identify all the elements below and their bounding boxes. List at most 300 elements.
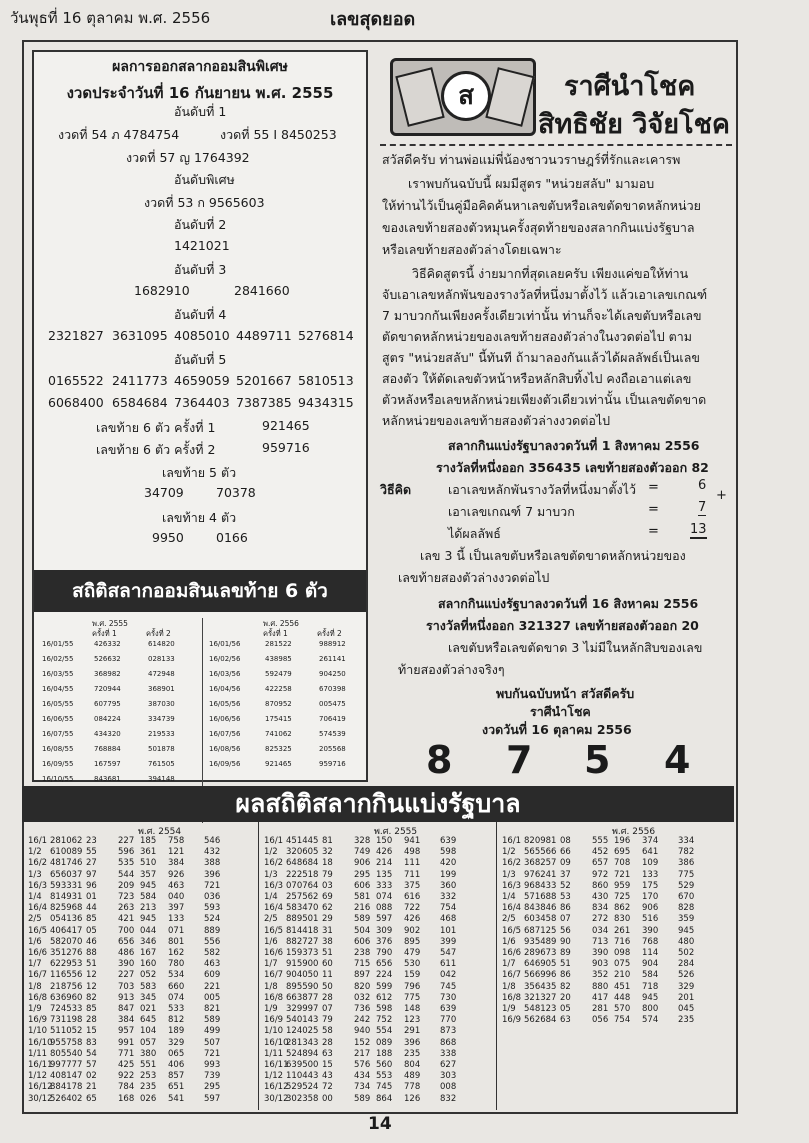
stats-cell: 941: [404, 836, 421, 846]
stats-cell: 31: [322, 925, 333, 936]
stats-cell: 957: [118, 1026, 135, 1037]
stat-cell: 959716: [319, 760, 346, 768]
stats-cell: 16/6: [264, 948, 284, 958]
stats-cell: 530: [404, 959, 421, 970]
stats-cell: 235: [140, 1082, 157, 1093]
stat-cell: 334739: [148, 715, 175, 723]
stats-cell: 904050: [286, 970, 319, 981]
results-subtitle: งวดประจำวันที่ 16 กันยายน พ.ศ. 2555: [66, 84, 334, 102]
stats-row: [264, 970, 492, 980]
stats-table-2554: [28, 824, 256, 1110]
stats-cell: 725: [614, 892, 631, 902]
stats-cell: 830: [614, 914, 631, 925]
stats-cell: 295: [204, 1082, 221, 1093]
card-left-icon: [395, 67, 444, 127]
stats-cell: 703: [118, 981, 135, 992]
stats-cell: 16/10: [28, 1037, 53, 1048]
rank3-a: 1682910: [134, 283, 190, 298]
stats-cell: 734: [354, 1082, 371, 1093]
stats-cell: 1/9: [28, 1004, 42, 1014]
stats-cell: 53: [560, 892, 571, 902]
stat-row: [203, 745, 361, 759]
stat-cell: 005475: [319, 700, 346, 708]
paragraph-1-line: เราพบกันฉบับนี้ ผมมีสูตร "หน่วยสลับ" มามอบ: [408, 176, 655, 191]
stats-cell: 597: [204, 1093, 221, 1104]
stat-cell: 904250: [319, 670, 346, 678]
stats-cell: 430: [592, 892, 609, 902]
stats-cell: 904: [642, 959, 659, 970]
stats-cell: 359: [678, 914, 695, 925]
stats-cell: 645: [140, 1015, 157, 1026]
stats-row: [502, 959, 730, 969]
stats-cell: 526: [678, 970, 695, 981]
stat-title: สถิติสลากออมสินเลขท้าย 6 ตัว: [34, 570, 366, 612]
result-line3: เลขตับหรือเลขตัดขาด 3 ไม่มีในหลักสิบของเลข: [448, 640, 703, 655]
stats-cell: 834: [592, 903, 609, 914]
stats-cell: 65: [86, 1093, 97, 1104]
stats-cell: 15: [322, 1060, 333, 1070]
stats-row: [502, 993, 730, 1003]
stats-cell: 235: [678, 1015, 695, 1026]
stat-row: [203, 640, 361, 654]
stats-cell: 213: [140, 903, 157, 914]
stats-cell: 700: [118, 925, 135, 936]
stats-cell: 044: [140, 925, 157, 936]
stats-cell: 972: [592, 869, 609, 880]
m1-value: 6: [698, 478, 707, 493]
paragraph-2-line: สองตัว ให้ตัดเลขตัวหน้าหรือหลักสิบทิ้งไป คงถือเอาแต่เลข: [382, 371, 692, 386]
stats-cell: 1/6: [28, 936, 42, 947]
stats-cell: 805540: [50, 1048, 83, 1059]
stats-cell: 524894: [286, 1048, 319, 1059]
paragraph-2-line: ตัดขาดหลักหน่วยของเลขท้ายสองตัวล่างในงวดต่อไป ตาม: [382, 329, 692, 344]
stats-cell: 903: [592, 959, 609, 970]
stat-cell: 422258: [265, 685, 292, 693]
stats-row: [264, 914, 492, 924]
eq-3: =: [648, 524, 659, 539]
stats-cell: 843846: [524, 903, 557, 914]
stats-cell: 196: [614, 836, 631, 846]
paragraph-2-line: ตัวหลังหรือเลขหลักหน่วยเพียงตัวเดียวเท่านั้น เป็นเลขตัดขาด: [382, 392, 707, 407]
stats-cell: 857: [168, 1071, 185, 1082]
stats-cell: 622953: [50, 959, 83, 970]
stats-cell: 656: [118, 936, 135, 947]
stats-cell: 289673: [524, 948, 557, 958]
column-title: ราศีนำโชค: [564, 71, 696, 102]
stat-row: [203, 715, 361, 729]
stats-row: [264, 870, 492, 880]
stats-cell: 218756: [50, 981, 83, 992]
stat-row: [40, 760, 198, 774]
stats-cell: 104: [140, 1026, 157, 1037]
stats-cell: 663877: [286, 992, 319, 1003]
stats-cell: 555: [592, 836, 609, 846]
stats-row: [264, 892, 492, 902]
stats-cell: 940: [354, 1026, 371, 1037]
stat-left-year: พ.ศ. 2555: [92, 619, 128, 628]
stats-cell: 295: [354, 869, 371, 880]
stats-row: [264, 1071, 492, 1081]
stats-row: [28, 993, 256, 1003]
stats-cell: 768: [642, 936, 659, 947]
stats-cell: 417: [592, 992, 609, 1003]
stats-cell: 1/12: [264, 1071, 284, 1082]
stats-row: [28, 1015, 256, 1025]
stats-cell: 533: [168, 1004, 185, 1014]
stats-cell: 541: [168, 1093, 185, 1104]
example2-result: รางวัลที่หนึ่งออก 321327 เลขท้ายสองตัวออก 20: [426, 618, 699, 633]
stats-row: [28, 847, 256, 857]
stats-cell: 16/5: [502, 925, 522, 936]
stats-cell: 695: [614, 847, 631, 858]
stats-cell: 281: [592, 1004, 609, 1014]
stat-cell: 16/04/56: [209, 685, 241, 693]
stat-right-year: พ.ศ. 2556: [263, 619, 299, 628]
rank3-label: อันดับที่ 3: [174, 262, 227, 277]
stats-cell: 16/8: [502, 992, 522, 1003]
stats-cell: 150: [376, 836, 393, 846]
stat-cell: 426332: [94, 640, 121, 648]
stats-cell: 1/2: [264, 847, 278, 858]
lucky-number-1: 8: [426, 738, 453, 782]
stats-cell: 1/7: [264, 959, 278, 970]
stat-row: [203, 730, 361, 744]
stat-cell: 167597: [94, 760, 121, 768]
stats-cell: 656: [376, 959, 393, 970]
last5-a: 34709: [144, 485, 184, 500]
stats-cell: 124025: [286, 1026, 319, 1037]
stats-cell: 598: [376, 1004, 393, 1014]
stats-cell: 28: [322, 1037, 333, 1048]
stat-cell: 16/07/56: [209, 730, 241, 738]
stat-cell: 607795: [94, 700, 121, 708]
rank5-b4: 7387385: [236, 395, 292, 410]
page-header: [0, 0, 809, 32]
stats-cell: 434: [354, 1071, 371, 1082]
last6-2-label: เลขท้าย 6 ตัว ครั้งที่ 2: [96, 442, 216, 457]
m2-value: 7: [698, 500, 707, 515]
stats-cell: 610089: [50, 847, 83, 858]
stats-cell: 074: [376, 892, 393, 902]
stats-row: [28, 870, 256, 880]
special-label: อันดับพิเศษ: [174, 172, 235, 187]
card-right-icon: [485, 67, 534, 127]
stat-row: [203, 655, 361, 669]
stats-cell: 596: [118, 847, 135, 858]
stat-cell: 16/04/55: [42, 685, 74, 693]
stats-row: [502, 948, 730, 958]
stats-cell: 814418: [286, 925, 319, 936]
stats-cell: 16/12: [264, 1082, 289, 1093]
stats-cell: 739: [204, 1071, 221, 1082]
stats-cell: 15: [86, 1026, 97, 1037]
stats-cell: 860: [592, 880, 609, 891]
stats-row: [502, 914, 730, 924]
closing-date: งวดวันที่ 16 ตุลาคม 2556: [482, 722, 632, 737]
rank4-label: อันดับที่ 4: [174, 307, 227, 322]
stats-cell: 121: [168, 847, 185, 858]
stats-cell: 754: [440, 903, 457, 914]
example1-heading: สลากกินแบ่งรัฐบาลงวดวันที่ 1 สิงหาคม 2556: [448, 438, 700, 453]
stats-cell: 820: [354, 981, 371, 992]
stats-cell: 730: [440, 992, 457, 1003]
stats-cell: 396: [204, 869, 221, 880]
stats-cell: 745: [376, 1082, 393, 1093]
stats-row: [264, 959, 492, 969]
bottom-stats-title: ผลสถิติสลากกินแบ่งรัฐบาล: [22, 786, 734, 822]
stats-cell: 66: [560, 847, 571, 858]
stats-cell: 548123: [524, 1004, 557, 1014]
stats-row: [502, 836, 730, 846]
rank2-label: อันดับที่ 2: [174, 217, 227, 232]
lucky-number-4: 4: [664, 738, 691, 782]
stats-cell: 16/5: [28, 925, 48, 936]
stats-cell: 862: [614, 903, 631, 914]
stats-cell: 175: [642, 880, 659, 891]
stats-cell: 261: [614, 925, 631, 936]
stats-cell: 611: [440, 959, 457, 970]
stats-cell: 05: [560, 1004, 571, 1014]
stats-cell: 329: [168, 1037, 185, 1048]
stats-cell: 384: [118, 1015, 135, 1026]
stat-cell: 768884: [94, 745, 121, 753]
stats-cell: 235: [404, 1048, 421, 1059]
stats-cell: 58: [322, 1026, 333, 1037]
stats-cell: 922: [118, 1071, 135, 1082]
stats-cell: 656037: [50, 869, 83, 880]
stat-cell: 434320: [94, 730, 121, 738]
stats-row: [502, 881, 730, 891]
stats-cell: 562684: [524, 1015, 557, 1026]
stats-cell: 399: [440, 936, 457, 947]
stats-cell: 12: [86, 981, 97, 992]
stats-cell: 005: [204, 992, 221, 1003]
result-line2: เลขท้ายสองตัวล่างงวดต่อไป: [398, 570, 550, 585]
stats-cell: 126: [404, 1093, 421, 1104]
stats-row: [264, 1004, 492, 1014]
paragraph-1-line: ให้ท่านไว้เป็นคู่มือคิดค้นหาเลขตับหรือเลขตัดขาดหลักหน่วย: [382, 198, 701, 213]
last6-2-value: 959716: [262, 440, 310, 455]
stat-cell: 368901: [148, 685, 175, 693]
stats-row: [264, 858, 492, 868]
method-step1: เอาเลขหลักพันรางวัลที่หนึ่งมาตั้งไว้: [448, 482, 636, 497]
stats-cell: 63: [322, 1048, 333, 1059]
stats-cell: 97: [86, 869, 97, 880]
stats-cell: 711: [404, 869, 421, 880]
stats-row: [28, 937, 256, 947]
rank5-label: อันดับที่ 5: [174, 352, 227, 367]
stats-cell: 257562: [286, 892, 319, 902]
stats-cell: 189: [168, 1026, 185, 1037]
stat-cell: 921465: [265, 760, 292, 768]
column-logo: [390, 58, 536, 136]
stats-cell: 00: [322, 1093, 333, 1104]
stats-cell: 1/4: [502, 892, 516, 902]
stats-cell: 302358: [286, 1093, 319, 1104]
stats-cell: 997777: [50, 1060, 83, 1070]
column-author-title: สิทธิชัย วิจัยโชค: [538, 109, 730, 140]
stats-cell: 114: [642, 948, 659, 958]
stats-cell: 406: [168, 1060, 185, 1070]
stat-cell: 592479: [265, 670, 292, 678]
stats-cell: 96: [86, 880, 97, 891]
stats-cell: 498: [404, 847, 421, 858]
stats-cell: 351276: [50, 948, 83, 958]
stats-cell: 516: [642, 914, 659, 925]
stats-cell: 771: [118, 1048, 135, 1059]
stats-row: [502, 982, 730, 992]
stats-cell: 627: [440, 1060, 457, 1070]
stats-cell: 309: [376, 925, 393, 936]
stats-cell: 088: [376, 903, 393, 914]
stats-cell: 1/3: [28, 869, 42, 880]
stats-cell: 452: [592, 847, 609, 858]
stats-cell: 968433: [524, 880, 557, 891]
stats-cell: 463: [204, 959, 221, 970]
method-step2: เอาเลขเกณฑ์ 7 มาบวก: [448, 504, 575, 519]
header-brand: เลขสุดยอด: [330, 9, 416, 30]
stats-cell: 159: [404, 970, 421, 981]
lucky-number-3: 5: [584, 738, 611, 782]
stats-cell: 480: [678, 936, 695, 947]
stats-row: [28, 1071, 256, 1081]
stats-row: [28, 926, 256, 936]
stats-cell: 889: [204, 925, 221, 936]
stats-row: [502, 858, 730, 868]
stats-cell: 906: [642, 903, 659, 914]
stats-cell: 1/8: [28, 981, 42, 992]
col-divider-1: [258, 822, 259, 1110]
stats-cell: 210: [614, 970, 631, 981]
stats-cell: 408147: [50, 1071, 83, 1082]
stats-row: [264, 1082, 492, 1092]
eq-1: =: [648, 480, 659, 495]
stats-cell: 1/11: [28, 1048, 48, 1059]
stats-cell: 1/12: [28, 1071, 48, 1082]
stats-row: [264, 1015, 492, 1025]
stats-row: [28, 892, 256, 902]
stats-cell: 263: [118, 903, 135, 914]
stat-cell: 16/02/55: [42, 655, 74, 663]
stats-cell: 2/5: [264, 914, 278, 925]
stats-row: [502, 903, 730, 913]
stat-row: [203, 700, 361, 714]
stats-cell: 814931: [50, 892, 83, 902]
rank4-4: 4489711: [236, 328, 292, 343]
stats-cell: 16/12: [28, 1082, 53, 1093]
stat-cell: 720944: [94, 685, 121, 693]
stats-cell: 566996: [524, 970, 557, 981]
header-date: วันพุธที่ 16 ตุลาคม พ.ศ. 2556: [10, 9, 211, 27]
stats-cell: 884178: [50, 1082, 83, 1093]
stats-cell: 718: [642, 981, 659, 992]
stats-row: [264, 993, 492, 1003]
plus-sign: +: [716, 488, 727, 503]
stats-cell: 723: [118, 892, 135, 902]
stats-cell: 639500: [286, 1060, 319, 1070]
stats-cell: 945: [642, 992, 659, 1003]
stats-cell: 152: [354, 1037, 371, 1048]
last6-1-label: เลขท้าย 6 ตัว ครั้งที่ 1: [96, 420, 216, 435]
stats-cell: 880: [592, 981, 609, 992]
stats-cell: 201: [678, 992, 695, 1003]
last4-a: 9950: [152, 530, 184, 545]
stats-cell: 86: [560, 970, 571, 981]
stats-cell: 758: [168, 836, 185, 846]
stats-cell: 589: [354, 914, 371, 925]
stats-cell: 281343: [286, 1037, 319, 1048]
stats-cell: 546: [204, 836, 221, 846]
stats-cell: 281062: [50, 836, 83, 846]
stat-cell: 761505: [148, 760, 175, 768]
stats-cell: 499: [204, 1026, 221, 1037]
stats-cell: 21: [86, 1082, 97, 1093]
rank2-value: 1421021: [174, 238, 230, 253]
stats-cell: 657: [592, 858, 609, 869]
stat-cell: 16/03/55: [42, 670, 74, 678]
stats-cell: 51: [560, 959, 571, 970]
stats-cell: 16/7: [264, 970, 284, 981]
example1-result: รางวัลที่หนึ่งออก 356435 เลขท้ายสองตัวออก 82: [436, 460, 709, 475]
stats-cell: 468: [440, 914, 457, 925]
stats-cell: 216: [354, 903, 371, 914]
stats-cell: 032: [354, 992, 371, 1003]
stats-cell: 222518: [286, 869, 319, 880]
stats-cell: 209: [118, 880, 135, 891]
paragraph-2-line: สูตร "หน่วยสลับ" นี้ทันที ถ้ามาลองกันแล้วได้ผลลัพธ์เป็นเลข: [382, 350, 700, 365]
stats-row: [502, 926, 730, 936]
stats-row: [264, 847, 492, 857]
stats-cell: 504: [354, 925, 371, 936]
stats-cell: 303: [440, 1071, 457, 1082]
stats-cell: 749: [354, 847, 371, 858]
stats-cell: 098: [614, 948, 631, 958]
stats-cell: 242: [354, 1015, 371, 1026]
stat-row: [203, 685, 361, 699]
stat-cell: 843681: [94, 775, 121, 783]
stats-cell: 1/6: [502, 936, 516, 947]
stats-row: [28, 1004, 256, 1014]
stats-cell: 16/9: [502, 1015, 522, 1026]
stats-row: [502, 937, 730, 947]
stats-cell: 272: [592, 914, 609, 925]
stats-cell: 089: [376, 1037, 393, 1048]
stats-cell: 889501: [286, 914, 319, 925]
stats-cell: 111: [404, 858, 421, 869]
stat-cell: 16/08/55: [42, 745, 74, 753]
stats-cell: 040: [168, 892, 185, 902]
stats-cell: 584: [140, 892, 157, 902]
rank5-b3: 7364403: [174, 395, 230, 410]
stat-cell: 16/06/56: [209, 715, 241, 723]
stats-cell: 85: [86, 1004, 97, 1014]
stats-cell: 598: [440, 847, 457, 858]
stats-row: [502, 870, 730, 880]
stats-cell: 123: [404, 1015, 421, 1026]
stats-cell: 16/9: [28, 1015, 48, 1026]
stats-row: [502, 1004, 730, 1014]
stats-cell: 560: [376, 1060, 393, 1070]
stats-cell: 62: [322, 903, 333, 914]
stats-cell: 16/11: [264, 1060, 289, 1070]
stats-row: [28, 881, 256, 891]
paragraph-2-line: หลักหน่วยของเลขท้ายสองตัวล่างงวดต่อไป: [382, 413, 611, 428]
stats-cell: 574: [642, 1015, 659, 1026]
stats-cell: 321327: [524, 992, 557, 1003]
stats-cell: 167: [140, 948, 157, 958]
stats-cell: 406417: [50, 925, 83, 936]
stats-cell: 451: [614, 981, 631, 992]
